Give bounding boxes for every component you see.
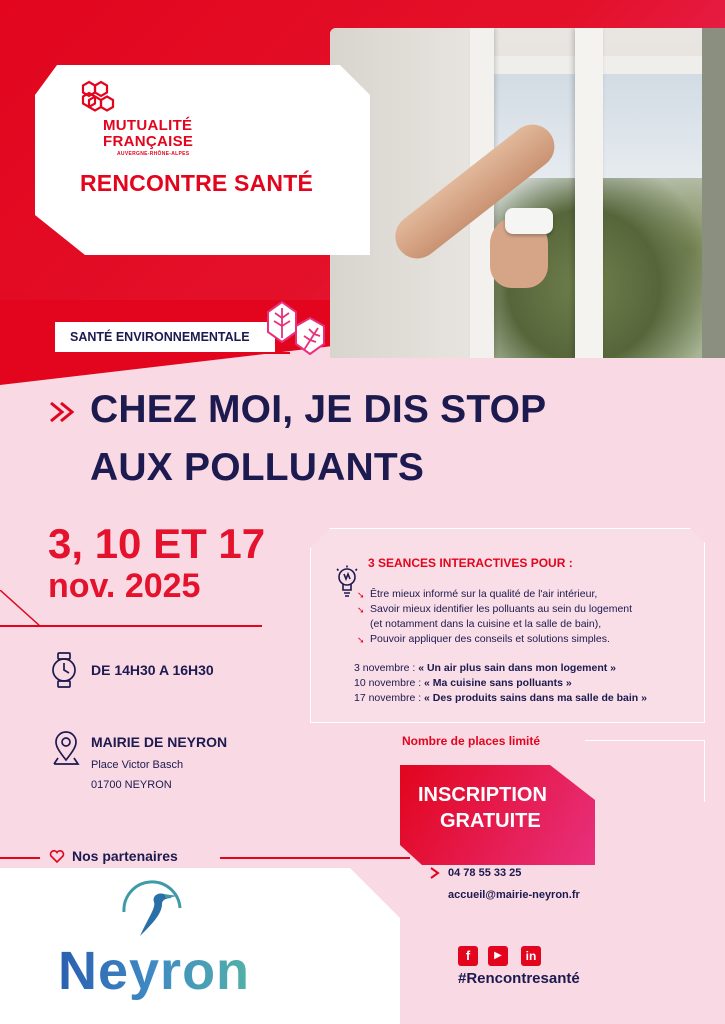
linkedin-icon[interactable]: in bbox=[521, 946, 541, 966]
location-pin-icon bbox=[52, 730, 80, 766]
bullet-item: Savoir mieux identifier les polluants au sein du logement bbox=[370, 603, 633, 615]
dates-divider-diagonal bbox=[0, 590, 60, 630]
leaves-icon bbox=[262, 298, 334, 360]
bullet-arrow-icon: ➘ bbox=[357, 605, 365, 615]
chevron-right-icon bbox=[428, 866, 442, 880]
dates-line1: 3, 10 ET 17 bbox=[48, 520, 266, 567]
bullet-item-continuation: (et notamment dans la cuisine et la salle de bain), bbox=[370, 618, 602, 630]
session-line: 3 novembre : « Un air plus sain dans mon logement » bbox=[354, 662, 616, 674]
venue-address-line2: 01700 NEYRON bbox=[91, 779, 172, 791]
bullet-arrow-icon: ➘ bbox=[357, 590, 365, 600]
main-title-line1: CHEZ MOI, JE DIS STOP bbox=[90, 388, 547, 431]
event-series-title: RENCONTRE SANTÉ bbox=[80, 170, 314, 196]
inscription-outline bbox=[585, 740, 705, 802]
youtube-icon[interactable]: ▶ bbox=[488, 946, 508, 966]
logo-text-line2: FRANÇAISE bbox=[103, 133, 194, 150]
contact-email[interactable]: accueil@mairie-neyron.fr bbox=[448, 889, 580, 901]
main-title-line2: AUX POLLUANTS bbox=[90, 446, 425, 489]
logo-text-line3: AUVERGNE-RHÔNE-ALPES bbox=[117, 151, 190, 157]
watch-icon bbox=[50, 652, 78, 688]
hashtag: #Rencontresanté bbox=[458, 970, 580, 987]
category-label: SANTÉ ENVIRONNEMENTALE bbox=[70, 330, 250, 344]
venue-name: MAIRIE DE NEYRON bbox=[91, 734, 228, 750]
event-time: DE 14H30 A 16H30 bbox=[91, 662, 214, 678]
chevron-right-icon bbox=[48, 400, 78, 424]
logo-text-line1: MUTUALITÉ bbox=[103, 117, 193, 134]
session-line: 10 novembre : « Ma cuisine sans polluants » bbox=[354, 677, 572, 689]
contact-phone[interactable]: 04 78 55 33 25 bbox=[448, 867, 522, 879]
facebook-icon[interactable]: f bbox=[458, 946, 478, 966]
heart-icon bbox=[49, 850, 65, 864]
mutualite-logo-icon bbox=[78, 80, 122, 120]
session-line: 17 novembre : « Des produits sains dans ma salle de bain » bbox=[354, 692, 647, 704]
sessions-heading: 3 SEANCES INTERACTIVES POUR : bbox=[368, 556, 573, 570]
window-photo bbox=[330, 28, 725, 358]
bullet-item: Être mieux informé sur la qualité de l'air intérieur, bbox=[370, 588, 598, 600]
heron-logo-icon bbox=[118, 878, 188, 948]
dates-line2: nov. 2025 bbox=[48, 567, 201, 605]
partner-logo-text: Neyron bbox=[58, 941, 251, 1001]
partners-divider-left bbox=[0, 857, 40, 859]
venue-address-line1: Place Victor Basch bbox=[91, 759, 184, 771]
bullet-arrow-icon: ➘ bbox=[357, 635, 365, 645]
inscription-line2: GRATUITE bbox=[440, 810, 541, 832]
partners-divider-right bbox=[220, 857, 410, 859]
inscription-line1: INSCRIPTION bbox=[418, 784, 547, 806]
partners-label: Nos partenaires bbox=[72, 848, 178, 864]
limited-places-notice: Nombre de places limité bbox=[402, 734, 541, 748]
bullet-item: Pouvoir appliquer des conseils et solutions simples. bbox=[370, 633, 610, 645]
